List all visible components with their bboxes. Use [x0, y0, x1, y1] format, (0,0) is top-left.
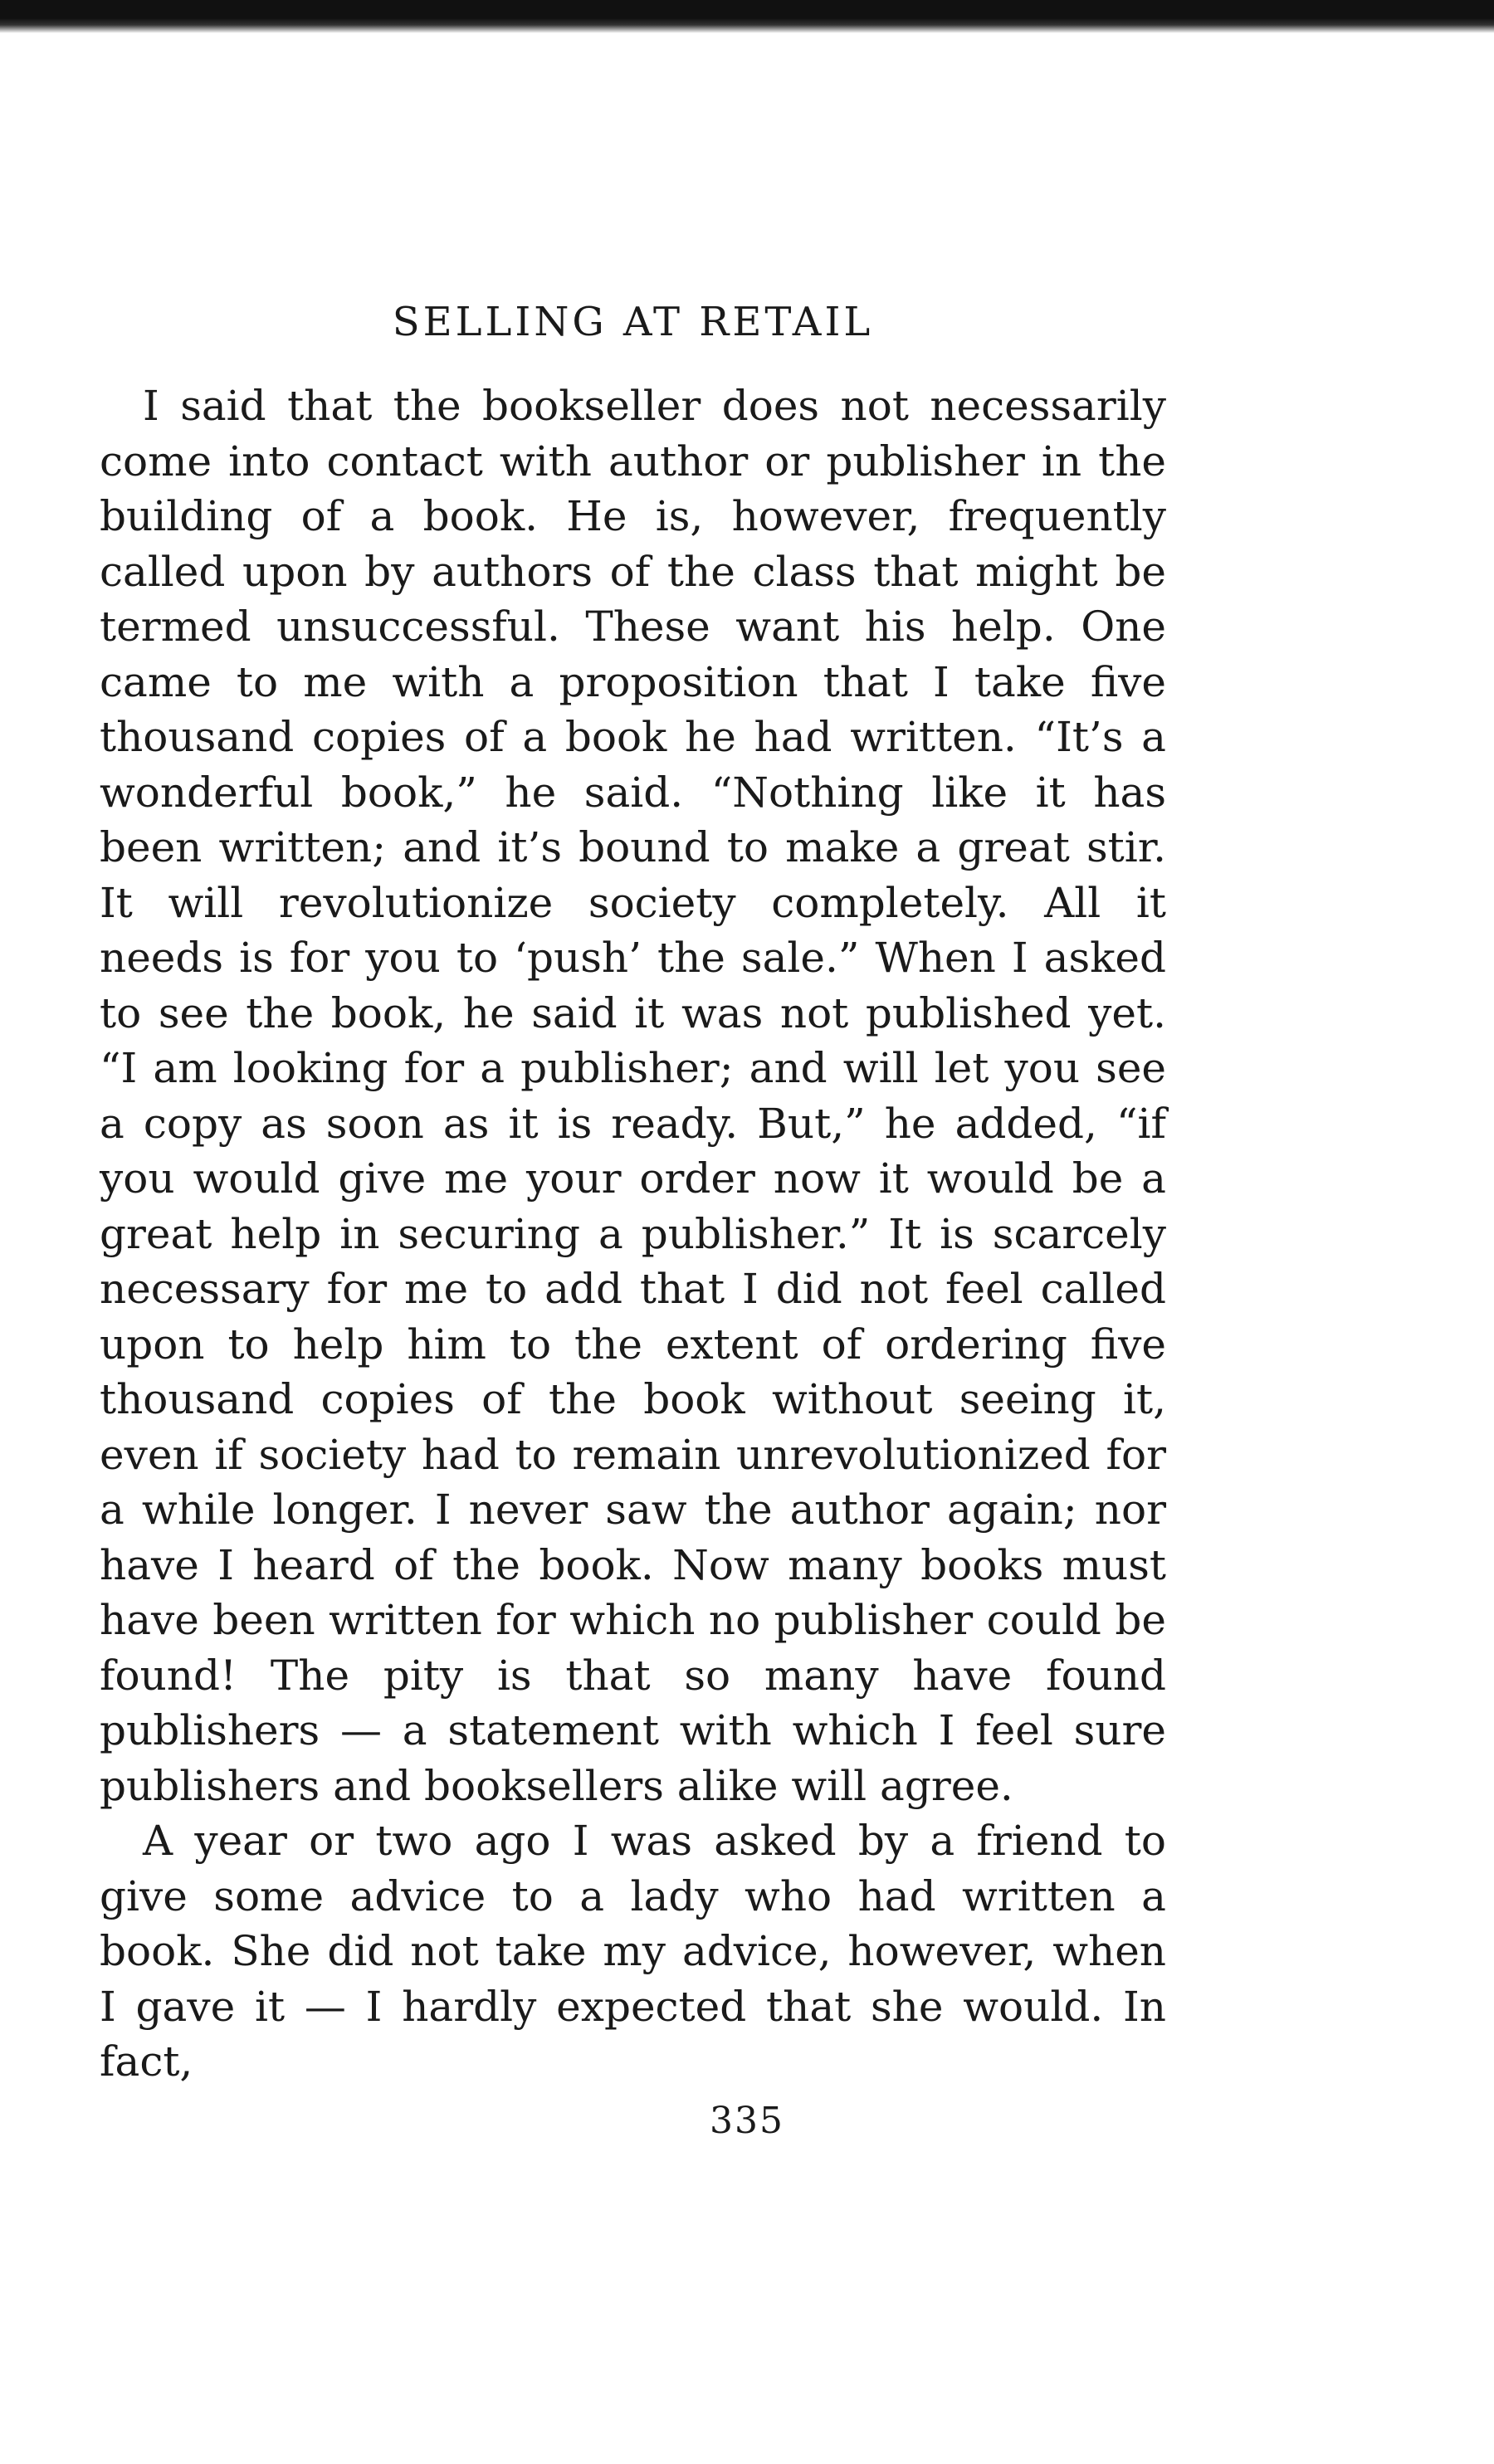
- body-text: [100, 378, 1166, 2090]
- running-head: SELLING AT RETAIL: [392, 299, 874, 345]
- paragraph-2: A year or two ago I was asked by a friend to give some advice to a lady who had written a book. She did not take my advice, however, when I gave it — I hardly expected that she would. In fact,: [100, 1817, 1166, 2086]
- book-page: [100, 299, 1166, 2090]
- top-edge-rule: [0, 0, 1494, 33]
- paragraph-1: I said that the bookseller does not necessarily come into contact with author or publisher in the building of a book. He is, however, frequently called upon by authors of the class that might be termed unsuccessful. These want his help. One came to me with a proposition that I take five thousand copies of a book he had written. “It’s a wonderful book,” he said. “Nothing like it has been written; and it’s bound to make a great stir. It will revolutionize society completely. All it needs is for you to ‘push’ the sale.” When I asked to see the book, he said it was not published yet. “I am looking for a publisher; and will let you see a copy as soon as it is ready. But,” he added, “if you would give me your order now it would be a great help in securing a publisher.” It is scarcely necessary for me to add that I did not feel called upon to help him to the extent of ordering five thousand copies of the book without seeing it, even if society had to remain unrevolutionized for a while longer. I never saw the author again; nor have I heard of the book. Now many books must have been written for which no publisher could be found! The pity is that so many have found publishers — a statement with which I feel sure publishers and booksellers alike will agree.: [100, 382, 1166, 1810]
- page-number: 335: [710, 2100, 784, 2142]
